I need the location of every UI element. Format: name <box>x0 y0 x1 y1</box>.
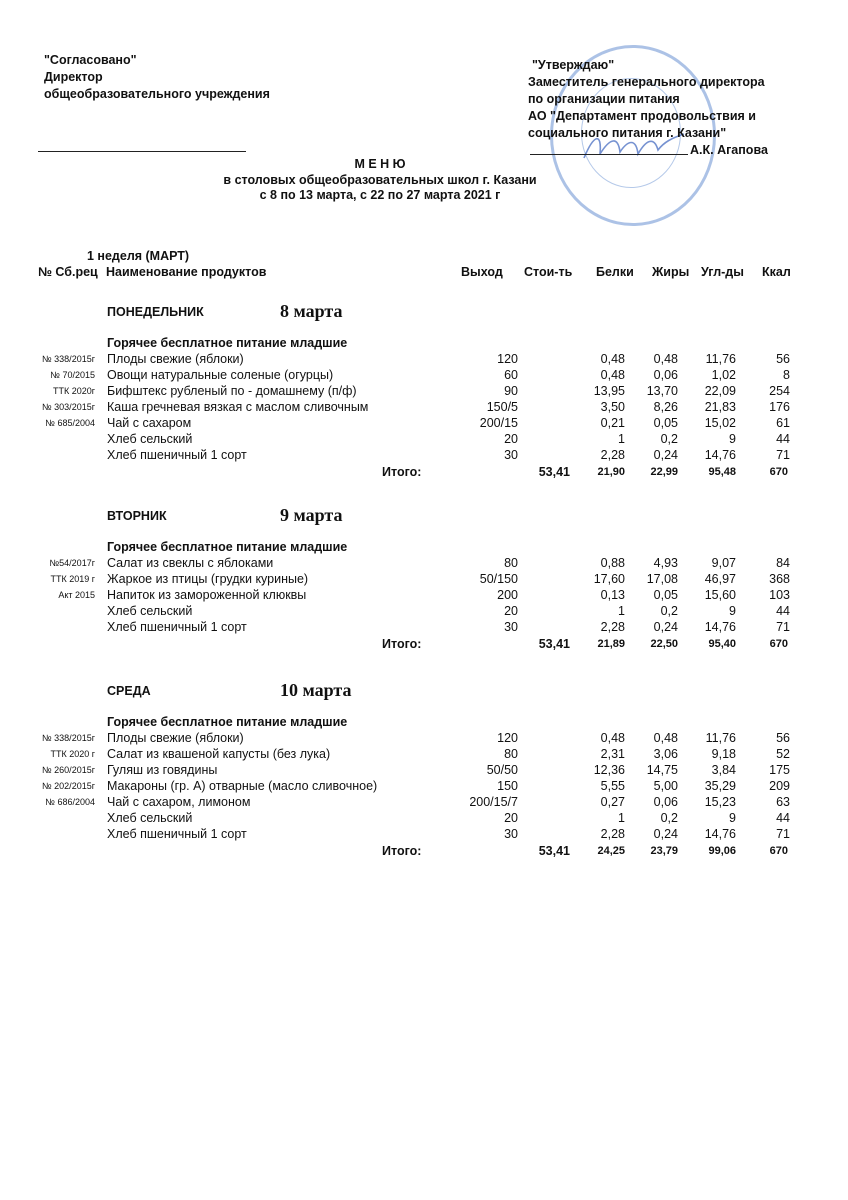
day-name: ВТОРНИК <box>107 509 167 523</box>
dish-name: Овощи натуральные соленые (огурцы) <box>107 368 334 382</box>
dish-fat: 4,93 <box>653 556 678 570</box>
dish-name: Хлеб пшеничный 1 сорт <box>107 827 247 841</box>
dish-yield: 30 <box>504 620 518 634</box>
dish-protein: 12,36 <box>593 763 625 777</box>
dish-yield: 60 <box>504 368 518 382</box>
total-carbs: 99,06 <box>708 845 736 857</box>
dish-kcal: 44 <box>776 432 790 446</box>
dish-protein: 1 <box>618 604 625 618</box>
dish-carbs: 22,09 <box>704 384 736 398</box>
dish-name: Плоды свежие (яблоки) <box>107 352 244 366</box>
dish-fat: 8,26 <box>653 400 678 414</box>
dish-yield: 20 <box>504 604 518 618</box>
dish-fat: 13,70 <box>646 384 678 398</box>
dish-name: Жаркое из птицы (грудки куриные) <box>107 572 309 586</box>
dish-name: Гуляш из говядины <box>107 763 218 777</box>
dish-kcal: 44 <box>776 811 790 825</box>
signature-line-right <box>530 154 688 155</box>
total-cost: 53,41 <box>538 637 570 651</box>
dish-kcal: 103 <box>769 588 790 602</box>
dish-name: Хлеб сельский <box>107 432 193 446</box>
dish-fat: 14,75 <box>646 763 678 777</box>
day-date: 8 марта <box>280 301 343 321</box>
total-carbs: 95,48 <box>708 466 736 478</box>
dish-protein: 0,48 <box>600 368 625 382</box>
section-title: Горячее бесплатное питание младшие <box>107 715 348 729</box>
dish-fat: 0,24 <box>653 448 678 462</box>
director-label: Директор <box>44 70 103 84</box>
day-name: ПОНЕДЕЛЬНИК <box>107 305 204 319</box>
dish-yield: 80 <box>504 747 518 761</box>
deputy-label: Заместитель генерального директора <box>528 75 765 89</box>
total-label: Итого: <box>382 637 422 651</box>
dish-fat: 0,06 <box>653 368 678 382</box>
dish-kcal: 254 <box>769 384 790 398</box>
dish-fat: 17,08 <box>646 572 678 586</box>
menu-title: М Е Н Ю <box>354 157 406 171</box>
dish-carbs: 15,23 <box>704 795 736 809</box>
dish-yield: 30 <box>504 827 518 841</box>
recipe-code: ТТК 2020 г <box>50 749 95 759</box>
total-kcal: 670 <box>769 638 788 650</box>
dish-yield: 20 <box>504 811 518 825</box>
total-cost: 53,41 <box>538 465 570 479</box>
dish-kcal: 71 <box>776 827 790 841</box>
dish-name: Салат из квашеной капусты (без лука) <box>107 747 331 761</box>
day-date: 9 марта <box>280 505 343 525</box>
dish-fat: 0,2 <box>660 432 678 446</box>
dish-name: Хлеб пшеничный 1 сорт <box>107 448 247 462</box>
dish-protein: 1 <box>618 432 625 446</box>
week-label: 1 неделя (МАРТ) <box>87 249 190 263</box>
day-date: 10 марта <box>280 680 352 700</box>
recipe-code: № 303/2015г <box>42 402 95 412</box>
col-code: № Сб.рец <box>38 265 98 279</box>
total-kcal: 670 <box>769 466 788 478</box>
dish-kcal: 368 <box>769 572 790 586</box>
dish-carbs: 11,76 <box>705 352 736 366</box>
dish-protein: 2,28 <box>600 448 625 462</box>
dish-carbs: 21,83 <box>704 400 736 414</box>
recipe-code: Акт 2015 <box>58 590 95 600</box>
institution-label: общеобразовательного учреждения <box>44 87 270 101</box>
recipe-code: №54/2017г <box>49 558 95 568</box>
dish-yield: 50/150 <box>479 572 518 586</box>
dish-kcal: 63 <box>776 795 790 809</box>
dish-name: Каша гречневая вязкая с маслом сливочным <box>107 400 369 414</box>
dish-fat: 0,2 <box>660 811 678 825</box>
signature-line-left <box>38 151 246 152</box>
dish-kcal: 56 <box>776 352 790 366</box>
dish-yield: 120 <box>497 352 518 366</box>
dish-carbs: 14,76 <box>704 827 736 841</box>
dish-protein: 1 <box>618 811 625 825</box>
dish-name: Хлеб сельский <box>107 604 193 618</box>
dish-carbs: 15,02 <box>704 416 736 430</box>
dish-yield: 150/5 <box>486 400 518 414</box>
dish-kcal: 176 <box>769 400 790 414</box>
dish-yield: 150 <box>497 779 518 793</box>
dish-carbs: 11,76 <box>705 731 736 745</box>
dish-name: Бифштекс рубленый по - домашнему (п/ф) <box>107 384 357 398</box>
recipe-code: № 202/2015г <box>42 781 95 791</box>
dish-fat: 0,05 <box>653 588 678 602</box>
menu-period: с 8 по 13 марта, с 22 по 27 марта 2021 г <box>259 188 501 202</box>
dish-kcal: 71 <box>776 620 790 634</box>
dish-kcal: 56 <box>776 731 790 745</box>
dish-fat: 0,24 <box>653 827 678 841</box>
dish-protein: 0,48 <box>600 352 625 366</box>
dish-carbs: 14,76 <box>704 448 736 462</box>
dish-carbs: 9 <box>729 811 736 825</box>
menu-subtitle: в столовых общеобразовательных школ г. Казани <box>223 173 537 187</box>
recipe-code: ТТК 2019 г <box>50 574 95 584</box>
dish-name: Чай с сахаром, лимоном <box>107 795 251 809</box>
dept-label-2: социального питания г. Казани" <box>528 126 727 140</box>
dish-carbs: 9 <box>729 604 736 618</box>
approved-label: "Согласовано" <box>44 53 137 67</box>
dish-fat: 0,06 <box>653 795 678 809</box>
section-title: Горячее бесплатное питание младшие <box>107 336 348 350</box>
section-title: Горячее бесплатное питание младшие <box>107 540 348 554</box>
dish-yield: 200/15 <box>479 416 518 430</box>
dish-name: Хлеб пшеничный 1 сорт <box>107 620 247 634</box>
day-name: СРЕДА <box>107 684 151 698</box>
dish-protein: 3,50 <box>600 400 625 414</box>
dish-yield: 120 <box>497 731 518 745</box>
dish-protein: 0,21 <box>600 416 625 430</box>
dish-fat: 3,06 <box>653 747 678 761</box>
col-cost: Стои-ть <box>524 265 573 279</box>
dish-yield: 90 <box>504 384 518 398</box>
total-fat: 22,99 <box>650 466 678 478</box>
dish-carbs: 15,60 <box>704 588 736 602</box>
dish-protein: 0,13 <box>600 588 625 602</box>
org-label: по организации питания <box>528 92 680 106</box>
dish-fat: 5,00 <box>653 779 678 793</box>
dish-protein: 2,31 <box>600 747 625 761</box>
total-protein: 21,89 <box>597 638 625 650</box>
dish-carbs: 35,29 <box>704 779 736 793</box>
dish-kcal: 44 <box>776 604 790 618</box>
dish-yield: 50/50 <box>486 763 518 777</box>
dish-kcal: 209 <box>769 779 790 793</box>
dish-carbs: 9 <box>729 432 736 446</box>
dish-fat: 0,2 <box>660 604 678 618</box>
dish-name: Хлеб сельский <box>107 811 193 825</box>
total-protein: 21,90 <box>597 466 625 478</box>
dish-name: Напиток из замороженной клюквы <box>107 588 307 602</box>
dish-kcal: 84 <box>776 556 790 570</box>
total-carbs: 95,40 <box>708 638 736 650</box>
recipe-code: № 70/2015 <box>50 370 95 380</box>
dish-yield: 30 <box>504 448 518 462</box>
dish-carbs: 3,84 <box>711 763 736 777</box>
recipe-code: № 338/2015г <box>42 354 95 364</box>
dish-kcal: 71 <box>776 448 790 462</box>
dish-carbs: 9,18 <box>711 747 736 761</box>
confirm-label: "Утверждаю" <box>532 58 615 72</box>
dish-fat: 0,48 <box>653 352 678 366</box>
total-fat: 22,50 <box>650 638 678 650</box>
recipe-code: № 686/2004 <box>45 797 95 807</box>
dish-protein: 2,28 <box>600 827 625 841</box>
dish-kcal: 175 <box>769 763 790 777</box>
col-yield: Выход <box>461 265 503 279</box>
dish-yield: 20 <box>504 432 518 446</box>
col-fat: Жиры <box>652 265 690 279</box>
dish-name: Плоды свежие (яблоки) <box>107 731 244 745</box>
dish-protein: 2,28 <box>600 620 625 634</box>
dish-yield: 200 <box>497 588 518 602</box>
dish-carbs: 46,97 <box>704 572 736 586</box>
total-label: Итого: <box>382 844 422 858</box>
col-kcal: Ккал <box>762 265 791 279</box>
recipe-code: ТТК 2020г <box>52 386 95 396</box>
total-kcal: 670 <box>769 845 788 857</box>
total-cost: 53,41 <box>538 844 570 858</box>
dish-fat: 0,05 <box>653 416 678 430</box>
col-name: Наименование продуктов <box>106 265 267 279</box>
dish-fat: 0,24 <box>653 620 678 634</box>
dish-carbs: 14,76 <box>704 620 736 634</box>
dish-protein: 0,48 <box>600 731 625 745</box>
dish-protein: 0,27 <box>600 795 625 809</box>
signer-name: А.К. Агапова <box>690 143 768 157</box>
dish-protein: 13,95 <box>593 384 625 398</box>
dish-kcal: 61 <box>776 416 790 430</box>
dish-protein: 17,60 <box>593 572 625 586</box>
dish-protein: 0,88 <box>600 556 625 570</box>
recipe-code: № 260/2015г <box>42 765 95 775</box>
recipe-code: № 338/2015г <box>42 733 95 743</box>
dept-label: АО "Департамент продовольствия и <box>528 109 756 123</box>
dish-name: Макароны (гр. А) отварные (масло сливочное) <box>107 779 378 793</box>
dish-kcal: 52 <box>776 747 790 761</box>
dish-kcal: 8 <box>783 368 790 382</box>
dish-carbs: 1,02 <box>711 368 736 382</box>
total-protein: 24,25 <box>597 845 625 857</box>
dish-protein: 5,55 <box>600 779 625 793</box>
total-fat: 23,79 <box>650 845 678 857</box>
recipe-code: № 685/2004 <box>45 418 95 428</box>
col-carbs: Угл-ды <box>701 265 744 279</box>
total-label: Итого: <box>382 465 422 479</box>
dish-name: Чай с сахаром <box>107 416 192 430</box>
dish-carbs: 9,07 <box>711 556 736 570</box>
dish-name: Салат из свеклы с яблоками <box>107 556 274 570</box>
dish-yield: 200/15/7 <box>469 795 518 809</box>
dish-yield: 80 <box>504 556 518 570</box>
col-protein: Белки <box>596 265 634 279</box>
dish-fat: 0,48 <box>653 731 678 745</box>
